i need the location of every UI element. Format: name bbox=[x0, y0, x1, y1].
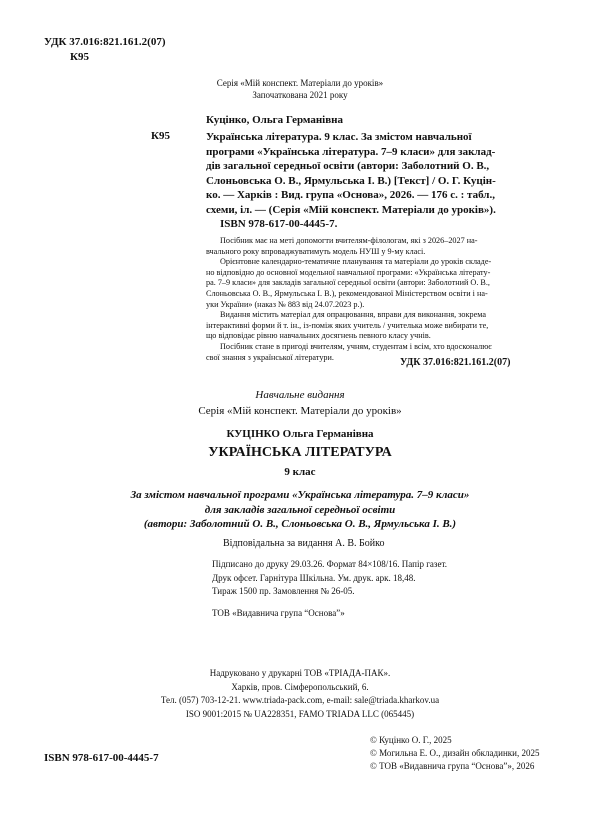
printer-line: Надруковано у друкарні ТОВ «ТРІАДА-ПАК». bbox=[209, 668, 391, 678]
printer-info bbox=[0, 667, 600, 721]
annotation-line: вчального року впроваджуватимуть модель НУШ у 9-му класі. bbox=[206, 246, 426, 256]
author-caps: КУЦІНКО Ольга Германівна bbox=[226, 428, 374, 440]
catalog-index-side: К95 bbox=[151, 130, 170, 142]
program-line: для закладів загальної середньої освіти bbox=[204, 503, 396, 516]
annotation-line: що відповідає рівню навчальних досягнень певного класу учнів. bbox=[206, 331, 431, 341]
biblio-line: Слоньовська О. В., Ярмульська І. В.) [Текст] / О. Г. Куцін- bbox=[206, 174, 496, 187]
annotation-line: уки України» (наказ № 883 від 24.07.2023 р.). bbox=[206, 299, 365, 309]
annotation-line: Видання містить матеріал для опрацювання, вправи для виконання, зокрема bbox=[220, 310, 486, 320]
biblio-line: ко. — Харків : Вид. група «Основа», 2026. — 176 с. : табл., bbox=[206, 189, 495, 202]
copyright-block bbox=[370, 734, 539, 774]
isbn-line: ISBN 978-617-00-4445-7. bbox=[220, 218, 338, 230]
program-info bbox=[0, 488, 600, 532]
biblio-line: програми «Українська література. 7–9 класи» для заклад- bbox=[206, 145, 496, 158]
udk-code: УДК 37.016:821.161.2(07) bbox=[44, 36, 166, 48]
printer-line: Тел. (057) 703-12-21. www.triada-pack.com, e-mail: sale@triada.kharkov.ua bbox=[160, 695, 440, 706]
annotation-line: свої знання з української літератури. bbox=[206, 352, 334, 362]
printer-line: Харків, пров. Сімферопольський, 6. bbox=[231, 681, 369, 692]
biblio-line: схеми, іл. — (Серія «Мій конспект. Матеріали до уроків»). bbox=[206, 203, 496, 216]
bibliographic-description bbox=[206, 130, 496, 218]
annotation-line: Слоньовська О. В., Ярмульська І. В.), рекомендованої Міністерством освіти і на- bbox=[206, 288, 488, 298]
annotation-line: ра. 7–9 класи» для закладів загальної середньої освіти (автори: Заболотний О. В., bbox=[206, 278, 490, 288]
responsible-editor: Відповідальна за видання А. В. Бойко bbox=[223, 538, 385, 549]
print-info-line: Друк офсет. Гарнітура Шкільна. Ум. друк. арк. 18,48. bbox=[212, 572, 416, 583]
publisher: ТОВ «Видавнича група “Основа”» bbox=[212, 608, 345, 618]
series-title: Серія «Мій конспект. Матеріали до уроків» bbox=[216, 78, 384, 88]
udk-code-right: УДК 37.016:821.161.2(07) bbox=[400, 357, 511, 368]
printer-line: ISO 9001:2015 № UA228351, FAMO TRIADA LLC (065445) bbox=[185, 708, 415, 719]
edition-type: Навчальне видання bbox=[255, 389, 345, 401]
print-info-line: Підписано до друку 29.03.26. Формат 84×108/16. Папір газет. bbox=[212, 559, 447, 569]
annotation-line: Посібник стане в пригоді вчителям, учням, студентам і всім, хто вдосконалює bbox=[220, 341, 492, 351]
series-title-imprint: Серія «Мій конспект. Матеріали до уроків» bbox=[198, 405, 402, 417]
biblio-line: Українська література. 9 клас. За змістом навчальної bbox=[206, 131, 472, 143]
grade: 9 клас bbox=[284, 466, 316, 478]
annotation-line: Посібник має на меті допомогти вчителям-філологам, які з 2026–2027 на- bbox=[220, 236, 478, 245]
copyright-line: © Могильна Е. О., дизайн обкладинки, 2025 bbox=[370, 748, 540, 759]
series-start: Започаткована 2021 року bbox=[252, 90, 348, 100]
annotation-line: інтерактивні форми й т. ін., із-поміж яких учитель / учителька може вибирати те, bbox=[206, 320, 489, 330]
author-name: Куцінко, Ольга Германівна bbox=[206, 114, 344, 126]
copyright-line: © ТОВ «Видавнича група “Основа”», 2026 bbox=[370, 761, 535, 772]
program-line: За змістом навчальної програми «Українська література. 7–9 класи» bbox=[130, 489, 470, 501]
program-line: (автори: Заболотний О. В., Слоньовська О. В., Ярмульська І. В.) bbox=[143, 518, 457, 530]
annotation-line: но відповідно до основної модельної навчальної програми: «Українська літерату- bbox=[206, 267, 491, 277]
copyright-line: © Куцінко О. Г., 2025 bbox=[370, 735, 452, 745]
print-info bbox=[212, 558, 447, 599]
book-title: УКРАЇНСЬКА ЛІТЕРАТУРА bbox=[208, 445, 392, 460]
biblio-line: дів загальної середньої освіти (автори: Заболотний О. В., bbox=[206, 160, 490, 173]
print-info-line: Тираж 1500 пр. Замовлення № 26-05. bbox=[212, 586, 355, 597]
catalog-index: К95 bbox=[70, 51, 89, 63]
isbn-bottom: ISBN 978-617-00-4445-7 bbox=[44, 752, 159, 764]
annotation-line: Орієнтовне календарно-тематичне планування та матеріали до уроків складе- bbox=[220, 257, 492, 267]
annotation bbox=[206, 236, 546, 363]
